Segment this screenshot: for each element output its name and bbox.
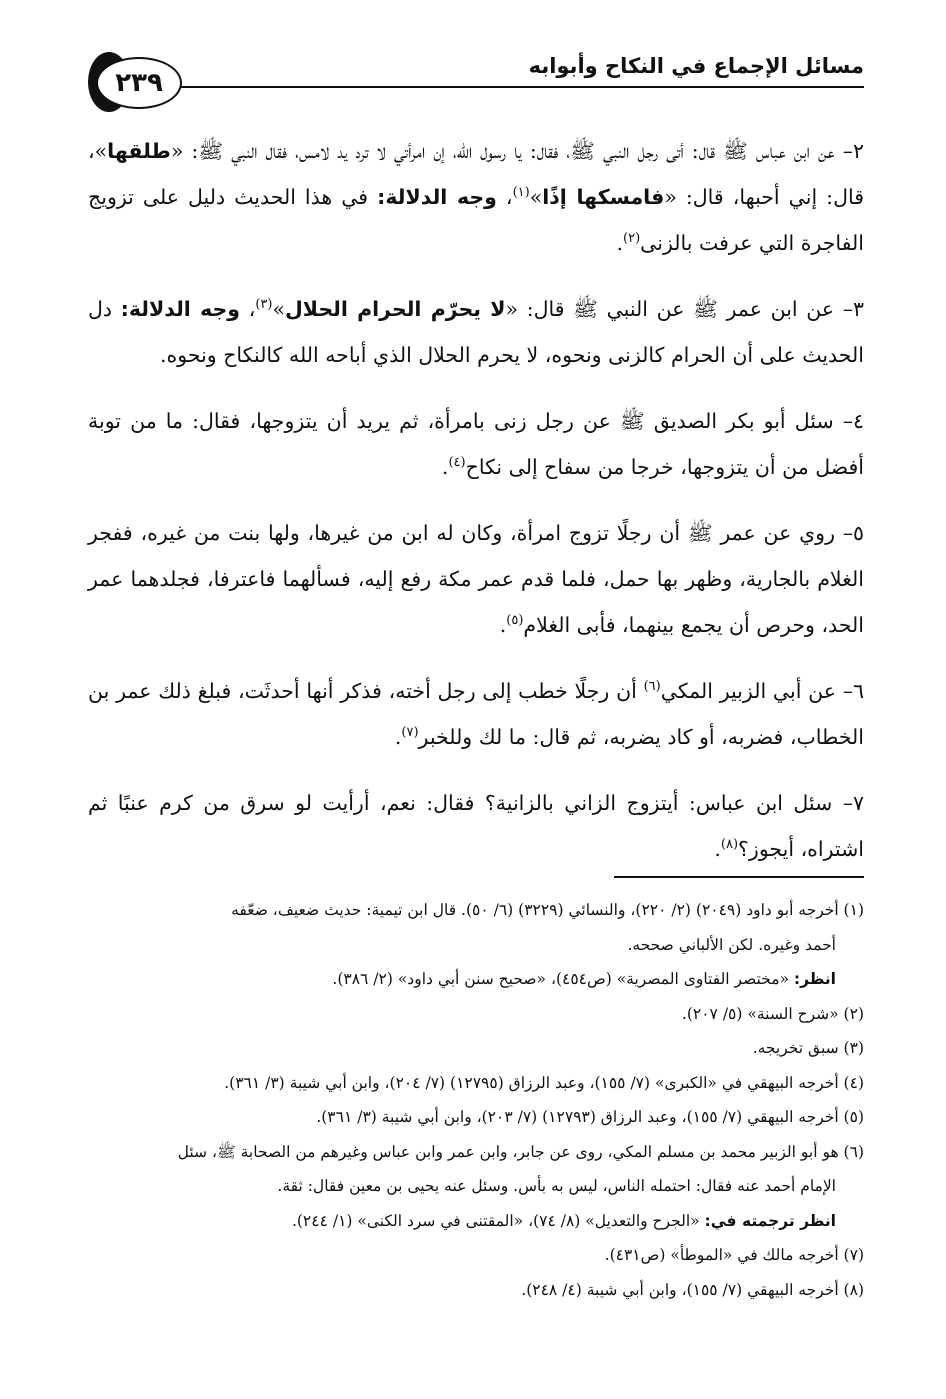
hadith-quote: فامسكها إذًا <box>542 185 665 209</box>
footnote-2: (٢) «شرح السنة» (٥/ ٢٠٧). <box>681 1004 864 1023</box>
paragraph-2 <box>88 128 864 266</box>
text-run: ، <box>240 297 256 321</box>
footnotes <box>88 893 864 1307</box>
footnote-3: (٣) سبق تخريجه. <box>752 1039 864 1057</box>
text-run: . <box>714 837 721 861</box>
text-run: أن رجلًا خطب إلى رجل أخته، فذكر أنها أحدثَت، فبلغ ذلك عمر بن الخطاب، فضربه، أو كاد يضربه، ثم قال: ما لك وللخبر <box>88 679 864 749</box>
footnote-ref: (٥) <box>506 613 524 629</box>
text-run: ٤– سئل أبو بكر الصديق ﷺ عن رجل زنى بامرأة، ثم يريد أن يتزوجها، فقال: ما من توبة أفضل من أن يتزوجها، خرجا من سفاح إلى نكاح <box>88 409 864 479</box>
footnote-4: (٤) أخرجه البيهقي في «الكبرى» (٧/ ١٥٥)، وعبد الرزاق (١٢٧٩٥) (٧/ ٢٠٤)، وابن أبي شيبة (٣/ ٣٦١). <box>224 1073 864 1092</box>
text-run: . <box>616 231 624 255</box>
hadith-quote: لا يحرّم الحرام الحلال <box>285 297 506 321</box>
text-run: ٦– عن أبي الزبير المكي <box>660 679 864 703</box>
footnote-text: «مختصر الفتاوى المصرية» (ص٤٥٤)، «صحيح سنن أبي داود» (٢/ ٣٨٦). <box>332 970 794 988</box>
evidence-label: وجه الدلالة: <box>120 297 241 321</box>
text-run: ٥– روي عن عمر ﷺ أن رجلًا تزوج امرأة، وكان له ابن من غيرها، ولها بنت من غيره، ففجر الغلام بالجارية، وظهر بها حمل، فلما قدم عمر مكة رفع إليه، فسألهما فاعترفا، فجلدهما عمر الحد، وحرص أن يجمع بينهما، فأبى الغلام <box>88 521 864 637</box>
header-rule <box>168 86 864 88</box>
footnote-ref: (٢) <box>623 231 641 247</box>
footnote-ref: (٧) <box>401 725 419 741</box>
footnote-6-line-2: الإمام أحمد عنه فقال: احتمله الناس، ليس به بأس. وسئل عنه يحيى بن معين فقال: ثقة. <box>277 1177 836 1195</box>
footnote-8: (٨) أخرجه البيهقي (٧/ ١٥٥)، وابن أبي شيبة (٤/ ٢٤٨). <box>521 1280 864 1299</box>
evidence-label: وجه الدلالة: <box>377 185 497 209</box>
footnote-ref: (١) <box>512 185 530 201</box>
text-run: ٢– عن ابن عباس ﷺ قال: أتى رجل النبي ﷺ، فقال: يا رسول الله، إن امرأتي لا ترد يد لامس، فقال النبي ﷺ: « <box>170 139 864 163</box>
footnote-6-line-1: (٦) هو أبو الزبير محمد بن مسلم المكي، روى عن جابر، وابن عمر وابن عباس وغيرهم من الصحابة ﷺ، سئل <box>177 1142 864 1161</box>
footnote-5: (٥) أخرجه البيهقي (٧/ ١٥٥)، وعبد الرزاق (١٢٧٩٣) (٧/ ٢٠٣)، وابن أبي شيبة (٣/ ٣٦١). <box>316 1108 864 1126</box>
paragraph-5 <box>88 510 864 648</box>
footnote-ref: (٣) <box>255 297 273 313</box>
page-number-oval <box>96 57 182 109</box>
text-run: دل الحديث على أن الحرام كالزنى ونحوه، لا يحرم الحلال الذي أباحه الله كالنكاح ونحوه. <box>88 297 864 367</box>
footnote-1-line-2: أحمد وغيره. لكن الألباني صححه. <box>627 935 836 954</box>
see-label: انظر: <box>793 970 836 988</box>
paragraph-3 <box>88 286 864 378</box>
text-run: ٣– عن ابن عمر ﷺ عن النبي ﷺ قال: « <box>505 297 864 321</box>
text-run: . <box>394 725 402 749</box>
page-number: ٢٣٩ <box>115 68 163 98</box>
running-title: مسائل الإجماع في النكاح وأبوابه <box>528 54 864 78</box>
footnote-7: (٧) أخرجه مالك في «الموطأ» (ص٤٣١). <box>604 1246 864 1264</box>
text-run: ٧– سئل ابن عباس: أيتزوج الزاني بالزانية؟ فقال: نعم، أرأيت لو سرق من كرم عنبًا ثم اشتراه، أيجوز؟ <box>88 791 864 861</box>
text-run: » <box>529 185 543 209</box>
footnote-1-line-1: (١) أخرجه أبو داود (٢٠٤٩) (٢/ ٢٢٠)، والنسائي (٣٢٢٩) (٦/ ٥٠). قال ابن تيمية: حديث ضعيف، ضعّفه <box>231 901 864 919</box>
main-text <box>88 128 864 892</box>
footnote-ref: (٤) <box>448 455 466 471</box>
footnote-ref: (٨) <box>720 837 739 853</box>
paragraph-6 <box>88 668 864 760</box>
page-header <box>88 40 864 110</box>
text-run: . <box>499 613 507 637</box>
footnote-separator <box>614 876 864 878</box>
footnote-1-line-3 <box>88 962 864 997</box>
paragraph-7 <box>88 780 864 872</box>
text-run: »، قال: إني أحبها، قال: « <box>88 139 865 209</box>
text-run: . <box>441 455 449 479</box>
text-run: ، <box>496 185 513 209</box>
footnote-text: «الجرح والتعديل» (٨/ ٧٤)، «المقتنى في سرد الكنى» (١/ ٢٤٤). <box>291 1211 705 1230</box>
footnote-ref: (٦) <box>643 679 661 695</box>
see-label: انظر ترجمته في: <box>704 1211 836 1230</box>
footnote-6-line-3 <box>88 1204 864 1239</box>
paragraph-4 <box>88 398 864 490</box>
hadith-quote: طلقها <box>107 139 171 163</box>
text-run: في هذا الحديث دليل على تزويج الفاجرة التي عرفت بالزنى <box>88 185 864 255</box>
text-run: » <box>272 297 286 321</box>
